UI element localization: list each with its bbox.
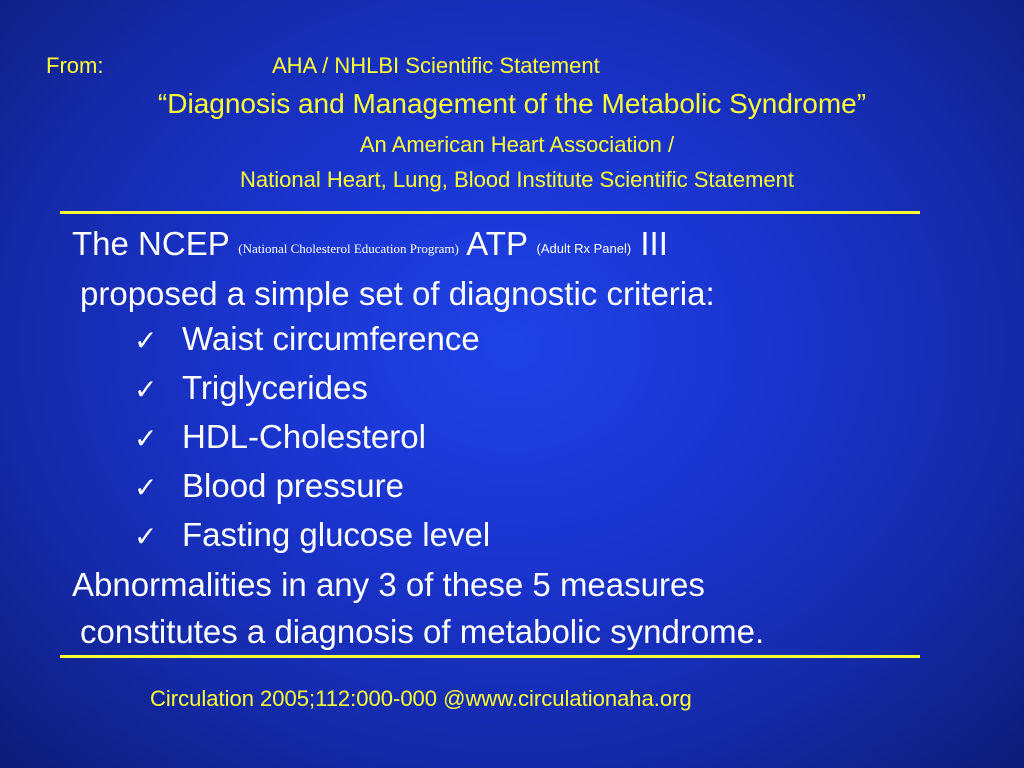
checkmark-icon: ✓ bbox=[134, 520, 158, 553]
criteria-item bbox=[134, 368, 490, 417]
criteria-list bbox=[134, 319, 490, 564]
atp-expansion: (Adult Rx Panel) bbox=[536, 241, 632, 256]
from-label: From: bbox=[46, 53, 104, 78]
criteria-label: Waist circumference bbox=[182, 320, 480, 357]
statement-subtitle-line2: National Heart, Lung, Blood Institute Scientific Statement bbox=[240, 167, 794, 192]
intro-line2: proposed a simple set of diagnostic criteria: bbox=[80, 275, 715, 312]
criteria-item bbox=[134, 466, 490, 515]
ncep-expansion: (National Cholesterol Education Program) bbox=[238, 241, 459, 256]
citation: Circulation 2005;112:000-000 @www.circulationaha.org bbox=[150, 686, 692, 711]
criteria-label: Fasting glucose level bbox=[182, 516, 491, 553]
top-divider bbox=[60, 211, 920, 214]
checkmark-icon: ✓ bbox=[134, 373, 158, 406]
conclusion-line1: Abnormalities in any 3 of these 5 measures bbox=[72, 566, 705, 603]
criteria-label: Blood pressure bbox=[182, 467, 404, 504]
statement-title: “Diagnosis and Management of the Metabolic Syndrome” bbox=[157, 88, 867, 119]
intro-line1 bbox=[72, 224, 668, 269]
checkmark-icon: ✓ bbox=[134, 422, 158, 455]
criteria-label: HDL-Cholesterol bbox=[182, 418, 426, 455]
criteria-item bbox=[134, 319, 490, 368]
statement-subtitle-line1: An American Heart Association / bbox=[359, 132, 675, 157]
checkmark-icon: ✓ bbox=[134, 324, 158, 357]
from-value: AHA / NHLBI Scientific Statement bbox=[272, 53, 600, 78]
criteria-item bbox=[134, 515, 490, 564]
criteria-item bbox=[134, 417, 490, 466]
intro-part3: III bbox=[631, 225, 668, 262]
criteria-label: Triglycerides bbox=[182, 369, 368, 406]
bottom-divider bbox=[60, 655, 920, 658]
checkmark-icon: ✓ bbox=[134, 471, 158, 504]
conclusion-line2: constitutes a diagnosis of metabolic syndrome. bbox=[80, 613, 765, 650]
intro-part2: ATP bbox=[458, 225, 537, 262]
intro-part1: The NCEP bbox=[72, 225, 239, 262]
